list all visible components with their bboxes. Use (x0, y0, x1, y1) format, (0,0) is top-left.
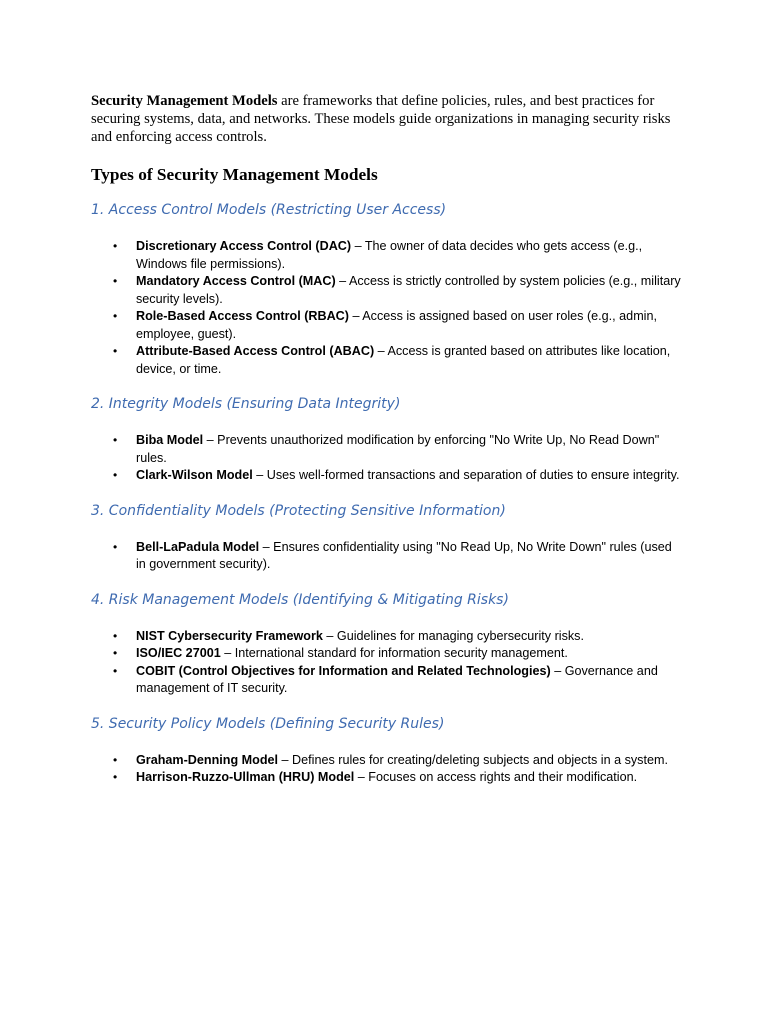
intro-paragraph (91, 92, 681, 146)
list-item (91, 308, 681, 343)
bullet-list (91, 628, 681, 698)
section-heading: 3. Confidentiality Models (Protecting Sensitive Information) (91, 502, 506, 519)
bullet-list (91, 752, 681, 787)
list-item (91, 752, 681, 770)
item-term: Mandatory Access Control (MAC) (136, 274, 336, 288)
bullet-list (91, 238, 681, 378)
item-description: – Access is granted based on attributes like location, device, or time. (136, 344, 671, 376)
item-description: – International standard for information security management. (220, 646, 568, 660)
item-description: – Focuses on access rights and their modification. (354, 770, 638, 784)
main-heading: Types of Security Management Models (91, 165, 378, 184)
intro-text: are frameworks that define policies, rules, and best practices for securing systems, data, and networks. These models guide organizations in managing security risks and enforcing access controls. (91, 93, 671, 145)
item-description: – Prevents unauthorized modification by enforcing "No Write Up, No Read Down" rules. (136, 433, 660, 465)
bullet-list (91, 539, 681, 574)
bullet-icon: • (113, 468, 118, 482)
bullet-icon: • (113, 274, 118, 288)
bullet-icon: • (113, 344, 118, 358)
item-description: – Uses well-formed transactions and separation of duties to ensure integrity. (252, 468, 680, 482)
section-heading: 2. Integrity Models (Ensuring Data Integrity) (91, 396, 401, 412)
bullet-icon: • (113, 646, 118, 660)
sections-container (91, 201, 681, 787)
item-term: NIST Cybersecurity Framework (136, 628, 323, 643)
item-term: Clark-Wilson Model (136, 468, 253, 482)
list-item (91, 539, 681, 574)
item-term: Discretionary Access Control (DAC) (136, 239, 352, 253)
item-description: – Access is strictly controlled by system policies (e.g., military security levels). (136, 274, 681, 306)
bullet-icon: • (113, 770, 118, 784)
list-item (91, 663, 681, 698)
section-heading: 4. Risk Management Models (Identifying & Mitigating Risks) (91, 591, 509, 608)
list-item (91, 432, 681, 467)
section-heading: 1. Access Control Models (Restricting User Access) (91, 202, 447, 218)
list-item (91, 769, 681, 787)
bullet-icon: • (113, 752, 118, 767)
item-term: Role-Based Access Control (RBAC) (136, 309, 349, 323)
item-description: – Defines rules for creating/deleting subjects and objects in a system. (278, 752, 668, 767)
bullet-icon: • (113, 539, 118, 554)
item-description: – Access is assigned based on user roles (e.g., admin, employee, guest). (136, 309, 657, 341)
bullet-icon: • (113, 309, 118, 323)
list-item (91, 467, 681, 485)
item-term: COBIT (Control Objectives for Information and Related Technologies) (136, 663, 551, 678)
list-item (91, 238, 681, 273)
item-description: – Ensures confidentiality using "No Read Up, No Write Down" rules (used in government security). (136, 539, 672, 571)
list-item (91, 273, 681, 308)
list-item (91, 343, 681, 378)
list-item (91, 628, 681, 646)
bullet-icon: • (113, 433, 118, 447)
item-term: Biba Model (136, 433, 204, 447)
item-description: – Governance and management of IT security. (136, 663, 658, 695)
item-term: Attribute-Based Access Control (ABAC) (136, 344, 375, 358)
item-term: Graham-Denning Model (136, 752, 279, 767)
list-item (91, 645, 681, 663)
item-term: Harrison-Ruzzo-Ullman (HRU) Model (136, 770, 355, 784)
section-heading: 5. Security Policy Models (Defining Security Rules) (91, 715, 445, 732)
bullet-icon: • (113, 239, 118, 253)
item-term: Bell-LaPadula Model (136, 539, 260, 554)
bullet-icon: • (113, 663, 118, 678)
item-description: – Guidelines for managing cybersecurity risks. (322, 628, 584, 643)
item-description: – The owner of data decides who gets access (e.g., Windows file permissions). (136, 239, 643, 271)
item-term: ISO/IEC 27001 (136, 646, 221, 660)
document-page (91, 92, 681, 804)
intro-term: Security Management Models (91, 93, 278, 109)
bullet-icon: • (113, 628, 118, 643)
bullet-list (91, 432, 681, 485)
